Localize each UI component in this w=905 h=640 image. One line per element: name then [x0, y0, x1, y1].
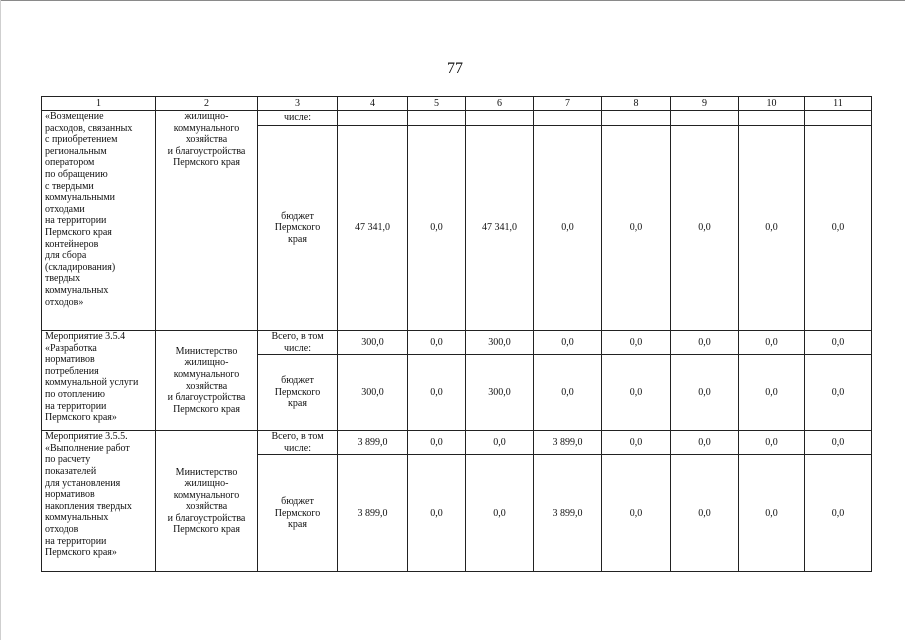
- value-cell: 300,0: [466, 355, 534, 431]
- column-header: 11: [805, 97, 872, 111]
- empty-cell: [739, 111, 805, 126]
- scan-edge-top: [0, 0, 905, 1]
- value-cell: 0,0: [739, 455, 805, 572]
- empty-cell: [671, 111, 739, 126]
- column-header: 4: [338, 97, 408, 111]
- empty-cell: [466, 111, 534, 126]
- funding-source-label: числе:: [258, 111, 338, 126]
- table-row: [42, 111, 872, 126]
- value-cell: 300,0: [338, 355, 408, 431]
- value-cell: 0,0: [408, 126, 466, 331]
- value-cell: 0,0: [602, 455, 671, 572]
- funding-source-label: Всего, в том числе:: [258, 331, 338, 355]
- value-cell: 0,0: [602, 331, 671, 355]
- value-cell: 0,0: [602, 355, 671, 431]
- responsible-executor: Министерство жилищно- коммунального хозяйства и благоустройства Пермского края: [156, 331, 258, 431]
- funding-source-label: Всего, в том числе:: [258, 431, 338, 455]
- value-cell: 3 899,0: [534, 431, 602, 455]
- value-cell: 0,0: [739, 331, 805, 355]
- empty-cell: [534, 111, 602, 126]
- value-cell: 0,0: [466, 455, 534, 572]
- value-cell: 0,0: [805, 126, 872, 331]
- value-cell: 3 899,0: [338, 455, 408, 572]
- column-header: 2: [156, 97, 258, 111]
- measure-name: Мероприятие 3.5.4 «Разработка нормативов потребления коммунальной услуги по отоплению на территории Пермского края»: [42, 331, 156, 431]
- value-cell: 0,0: [739, 431, 805, 455]
- table-row: [42, 331, 872, 355]
- budget-table: [41, 96, 872, 572]
- value-cell: 0,0: [408, 331, 466, 355]
- value-cell: 47 341,0: [466, 126, 534, 331]
- value-cell: 0,0: [671, 431, 739, 455]
- value-cell: 0,0: [739, 126, 805, 331]
- column-header: 5: [408, 97, 466, 111]
- column-header: 3: [258, 97, 338, 111]
- value-cell: 0,0: [671, 331, 739, 355]
- value-cell: 0,0: [805, 331, 872, 355]
- funding-source-label: бюджет Пермского края: [258, 355, 338, 431]
- value-cell: 0,0: [602, 431, 671, 455]
- value-cell: 0,0: [466, 431, 534, 455]
- value-cell: 47 341,0: [338, 126, 408, 331]
- value-cell: 0,0: [739, 355, 805, 431]
- value-cell: 3 899,0: [534, 455, 602, 572]
- value-cell: 0,0: [534, 355, 602, 431]
- value-cell: 0,0: [534, 126, 602, 331]
- column-header: 7: [534, 97, 602, 111]
- empty-cell: [338, 111, 408, 126]
- value-cell: 0,0: [671, 355, 739, 431]
- value-cell: 0,0: [602, 126, 671, 331]
- column-header: 1: [42, 97, 156, 111]
- value-cell: 0,0: [671, 126, 739, 331]
- measure-name: «Возмещение расходов, связанных с приобретением региональным оператором по обращению с твердыми коммунальными отходами на территории Пермского края контейнеров для сбора (складирования) твердых коммунальных отходов»: [42, 111, 156, 331]
- empty-cell: [602, 111, 671, 126]
- column-header: 6: [466, 97, 534, 111]
- value-cell: 300,0: [466, 331, 534, 355]
- responsible-executor: жилищно- коммунального хозяйства и благоустройства Пермского края: [156, 111, 258, 331]
- scan-edge-left: [0, 0, 1, 640]
- value-cell: 0,0: [408, 355, 466, 431]
- empty-cell: [805, 111, 872, 126]
- value-cell: 0,0: [671, 455, 739, 572]
- column-header: 9: [671, 97, 739, 111]
- value-cell: 0,0: [408, 431, 466, 455]
- header-row: [42, 97, 872, 111]
- funding-source-label: бюджет Пермского края: [258, 126, 338, 331]
- value-cell: 300,0: [338, 331, 408, 355]
- value-cell: 0,0: [805, 355, 872, 431]
- value-cell: 0,0: [534, 331, 602, 355]
- table-row: [42, 431, 872, 455]
- empty-cell: [408, 111, 466, 126]
- measure-name: Мероприятие 3.5.5. «Выполнение работ по расчету показателей для установления нормативов накопления твердых коммунальных отходов на территории Пермского края»: [42, 431, 156, 572]
- value-cell: 0,0: [805, 431, 872, 455]
- value-cell: 0,0: [408, 455, 466, 572]
- funding-source-label: бюджет Пермского края: [258, 455, 338, 572]
- value-cell: 3 899,0: [338, 431, 408, 455]
- responsible-executor: Министерство жилищно- коммунального хозяйства и благоустройства Пермского края: [156, 431, 258, 572]
- column-header: 10: [739, 97, 805, 111]
- page-number: 77: [447, 60, 463, 77]
- value-cell: 0,0: [805, 455, 872, 572]
- column-header: 8: [602, 97, 671, 111]
